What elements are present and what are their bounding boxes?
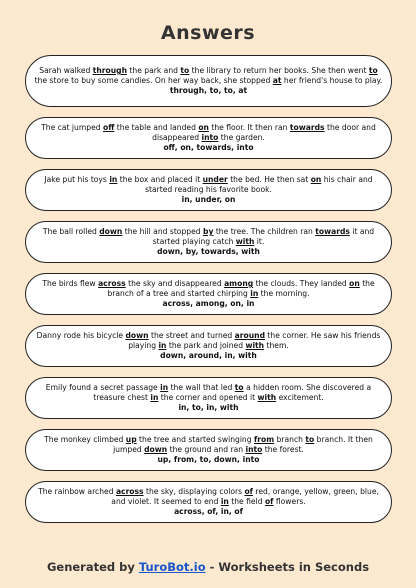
sentence-text: the corner and opened it [158, 392, 258, 402]
item-answer: off, on, towards, into [163, 143, 254, 152]
sentence-text: a hidden room. She discovered a treasure chest [93, 382, 372, 402]
answer-item-2 [25, 117, 392, 159]
item-answer: up, from, to, down, into [157, 455, 260, 464]
preposition: up [125, 434, 137, 444]
sentence-text: it and started playing catch [152, 226, 375, 246]
item-sentence [34, 66, 383, 86]
answer-item-8 [25, 429, 392, 471]
preposition: down [99, 226, 123, 236]
sentence-text: the sky, displaying colors [143, 486, 245, 496]
answer-item-4 [25, 221, 392, 263]
item-answer: down, around, in, with [160, 351, 257, 360]
preposition: around [234, 330, 266, 340]
preposition: in [250, 288, 259, 298]
preposition: of [264, 496, 274, 506]
sentence-text: them. [264, 340, 289, 350]
preposition: towards [315, 226, 350, 236]
preposition: to [305, 434, 315, 444]
item-answer: across, among, on, in [162, 299, 255, 308]
preposition: to [234, 382, 244, 392]
turobot-link[interactable]: TuroBot.io [138, 560, 206, 574]
preposition: in [220, 496, 229, 506]
preposition: into [201, 132, 219, 142]
preposition: on [198, 122, 209, 132]
sentence-text: the hill and stopped [122, 226, 204, 236]
preposition: of [244, 486, 253, 496]
preposition: at [272, 75, 282, 85]
preposition: with [257, 392, 277, 402]
sentence-text: the tree and started swinging [136, 434, 254, 444]
item-answer: down, by, towards, with [157, 247, 260, 256]
preposition: to [180, 65, 190, 75]
item-sentence [34, 227, 383, 247]
sentence-text: the wall that led [168, 382, 235, 392]
answer-item-7 [25, 377, 392, 419]
preposition: down [144, 444, 168, 454]
answer-item-3 [25, 169, 392, 211]
item-sentence [34, 279, 383, 299]
sentence-text: his chair and started reading his favorite book. [145, 174, 373, 194]
sentence-text: the bed. He then sat [227, 174, 311, 184]
sentence-text: the floor. It then ran [208, 122, 290, 132]
sentence-text: the table and landed [114, 122, 199, 132]
preposition: across [115, 486, 144, 496]
preposition: with [245, 340, 265, 350]
item-sentence [34, 487, 383, 507]
sentence-text: branch [274, 434, 306, 444]
sentence-text: The ball rolled [42, 226, 100, 236]
preposition: on [349, 278, 360, 288]
sentence-text: the clouds. They landed [253, 278, 350, 288]
sentence-text: the tree. The children ran [213, 226, 316, 236]
preposition: in [150, 392, 159, 402]
item-answer: in, under, on [181, 195, 236, 204]
preposition: off [102, 122, 115, 132]
sentence-text: Sarah walked [39, 65, 93, 75]
preposition: in [158, 340, 167, 350]
sentence-text: the park and joined [166, 340, 246, 350]
item-sentence [34, 383, 383, 403]
sentence-text: Emily found a secret passage [45, 382, 161, 392]
preposition: with [235, 236, 255, 246]
sentence-text: the library to return her books. She then went [189, 65, 369, 75]
sentence-text: the sky and disappeared [125, 278, 225, 288]
sentence-text: the ground and ran [167, 444, 246, 454]
answer-list [25, 55, 392, 533]
sentence-text: the forest. [262, 444, 304, 454]
answer-item-6 [25, 325, 392, 367]
preposition: to [368, 65, 378, 75]
sentence-text: branch. It then jumped [113, 434, 373, 454]
sentence-text: the field [228, 496, 265, 506]
sentence-text: The birds flew [42, 278, 99, 288]
item-sentence [34, 123, 383, 143]
sentence-text: The monkey climbed [44, 434, 126, 444]
sentence-text: the branch of a tree and started chirping [107, 278, 375, 298]
preposition: across [98, 278, 126, 288]
sentence-text: the street and turned [148, 330, 235, 340]
preposition: in [109, 174, 118, 184]
preposition: under [202, 174, 228, 184]
item-sentence [34, 435, 383, 455]
footer-prefix: Generated by [46, 560, 139, 574]
preposition: into [245, 444, 263, 454]
answer-item-5 [25, 273, 392, 315]
sentence-text: the door and disappeared [152, 122, 376, 142]
preposition: among [224, 278, 254, 288]
sentence-text: the garden. [218, 132, 265, 142]
item-answer: in, to, in, with [178, 403, 239, 412]
sentence-text: flowers. [273, 496, 306, 506]
preposition: on [310, 174, 322, 184]
sentence-text: excitement. [276, 392, 324, 402]
sentence-text: Jake put his toys [44, 174, 110, 184]
sentence-text: Danny rode his bicycle [36, 330, 126, 340]
sentence-text: red, orange, yellow, green, blue, and violet. It seemed to end [111, 486, 379, 506]
preposition: from [253, 434, 275, 444]
sentence-text: The cat jumped [41, 122, 103, 132]
sentence-text: the corner. He saw his friends playing [128, 330, 381, 350]
sentence-text: the morning. [258, 288, 310, 298]
footer-suffix: - Worksheets in Seconds [205, 560, 370, 574]
sentence-text: it. [254, 236, 265, 246]
sentence-text: the box and placed it [117, 174, 203, 184]
item-answer: across, of, in, of [174, 507, 243, 516]
item-sentence [34, 175, 383, 195]
item-sentence [34, 331, 383, 351]
footer [0, 560, 416, 574]
preposition: down [125, 330, 149, 340]
answer-item-9 [25, 481, 392, 523]
page-title: Answers [160, 22, 256, 44]
preposition: by [203, 226, 214, 236]
preposition: through [92, 65, 127, 75]
sentence-text: the store to buy some candies. On her way back, she stopped [34, 75, 273, 85]
answer-item-1 [25, 55, 392, 107]
sentence-text: her friend's house to play. [281, 75, 383, 85]
preposition: towards [289, 122, 325, 132]
item-answer: through, to, to, at [169, 86, 248, 95]
sentence-text: the park and [126, 65, 181, 75]
sentence-text: The rainbow arched [38, 486, 116, 496]
preposition: in [160, 382, 169, 392]
